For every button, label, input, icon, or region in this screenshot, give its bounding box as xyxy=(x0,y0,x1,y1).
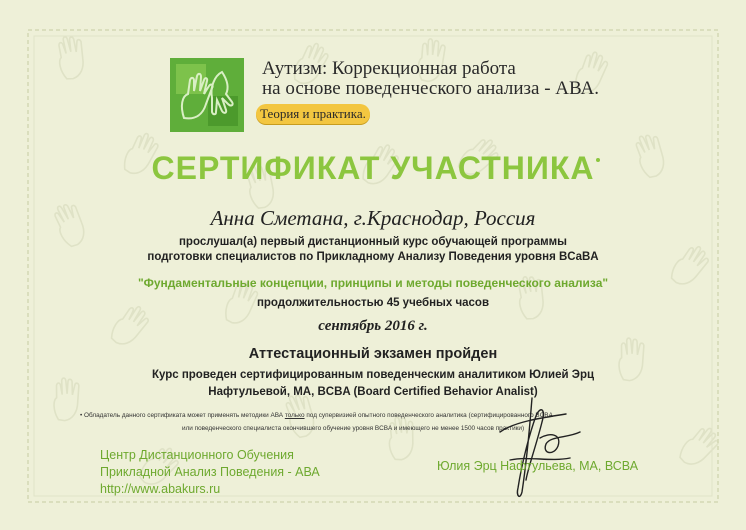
note-bullet: • xyxy=(80,412,83,419)
note-text-emphasis: только xyxy=(284,412,305,419)
note-text-c: под супервизией опытного поведенческого аналитика (сертифицированного BCBA xyxy=(304,412,553,419)
handwritten-signature xyxy=(470,392,590,502)
center-name-line1: Центр Дистанционного Обучения xyxy=(100,448,294,462)
participant-name: Анна Сметана, г.Краснодар, Россия xyxy=(210,206,536,230)
note-text-a: Обладатель данного сертификата может применять методики АВА xyxy=(84,412,285,419)
website-link[interactable]: http://www.abakurs.ru xyxy=(100,482,221,496)
instructor-line1: Курс проведен сертифицированным поведенческим аналитиком Юлией Эрц xyxy=(151,369,595,381)
exam-status: Аттестационный экзамен пройден xyxy=(248,346,498,362)
course-duration: продолжительностью 45 учебных часов xyxy=(256,297,490,309)
body-text-line1: прослушал(а) первый дистанционный курс обучающей программы xyxy=(178,236,567,248)
course-name: "Фундаментальные концепции, принципы и методы поведенческого анализа" xyxy=(137,276,609,290)
certificate-title: СЕРТИФИКАТ УЧАСТНИКА xyxy=(151,150,595,186)
signer-name: Юлия Эрц Нафтульева, МА, ВСВА xyxy=(437,459,639,473)
course-date: сентябрь 2016 г. xyxy=(318,318,428,334)
center-name-line2: Прикладной Анализ Поведения - АВА xyxy=(100,465,320,479)
body-text-line2: подготовки специалистов по Прикладному Анализу Поведения уровня BCaBA xyxy=(147,251,599,263)
tagline-badge: Теория и практика. xyxy=(256,104,370,124)
logo-title-line1: Аутизм: Коррекционная работа xyxy=(262,58,516,79)
autism-logo-icon xyxy=(170,58,244,132)
usage-note-line2: или поведенческого специалиста окончившего обучение уровня BCBA и имеющего не менее 1500 часов практики) xyxy=(182,425,525,432)
instructor-line2: Нафтульевой, МА, BCBA (Board Certified Behavior Analist) xyxy=(208,386,538,398)
decorative-dot xyxy=(596,158,600,162)
logo-title-line2: на основе поведенческого анализа - АВА. xyxy=(262,78,599,99)
